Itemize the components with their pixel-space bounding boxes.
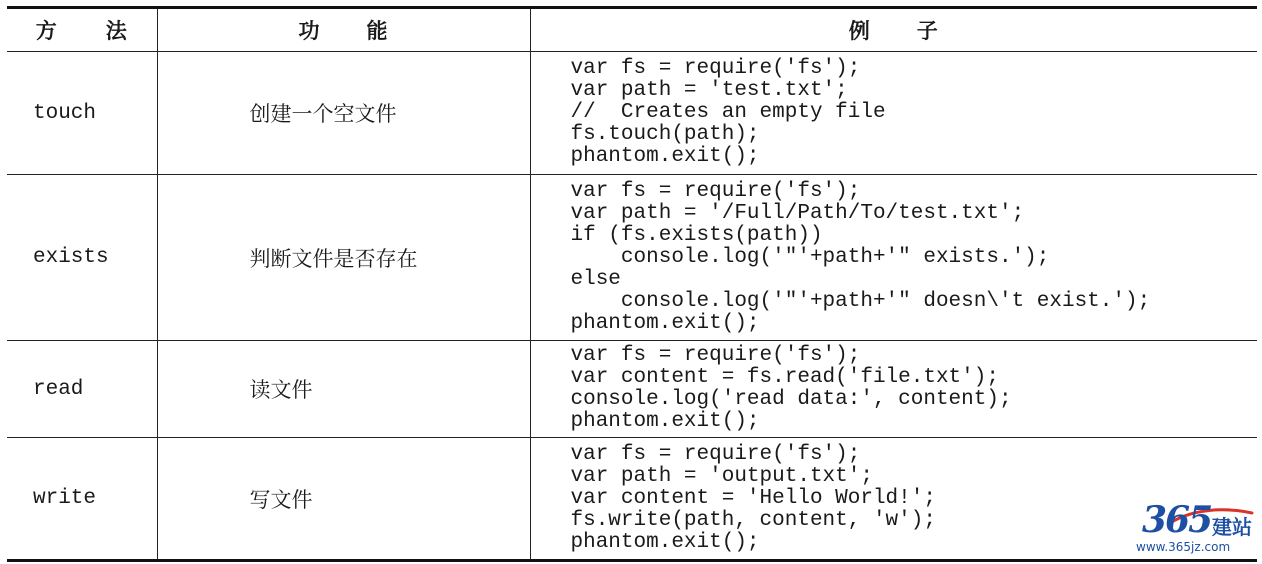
code-example: var fs = require('fs'); var path = 'test.txt'; // Creates an empty file fs.touch(path); phantom.exit(); — [570, 57, 886, 168]
example-cell — [530, 341, 1257, 438]
fs-methods-table — [7, 6, 1257, 562]
header-function-char-1: 功 — [298, 19, 321, 43]
header-example-char-2: 子 — [916, 19, 939, 43]
example-cell — [530, 175, 1257, 341]
watermark-number: 365 — [1142, 499, 1212, 541]
method-cell: read — [7, 341, 157, 438]
code-example: var fs = require('fs'); var path = 'output.txt'; var content = 'Hello World!'; fs.write(path, content, 'w'); phantom.exit(); — [570, 442, 936, 554]
method-cell: touch — [7, 52, 157, 175]
example-cell — [530, 52, 1257, 175]
header-example-char-1: 例 — [848, 19, 871, 43]
function-cell: 写文件 — [157, 438, 530, 561]
function-cell: 判断文件是否存在 — [157, 175, 530, 341]
code-example: var fs = require('fs'); var content = fs.read('file.txt'); console.log('read data:', content); phantom.exit(); — [570, 344, 1012, 433]
watermark-url: www.365jz.com — [1136, 540, 1231, 554]
site-watermark — [1132, 499, 1256, 559]
code-example: var fs = require('fs'); var path = '/Full/Path/To/test.txt'; if (fs.exists(path)) console.log('"'+path+'" exists.'); else console.log('"'+path+'" doesn\'t exist.'); phantom.exit(); — [570, 179, 1151, 335]
header-function — [157, 8, 530, 52]
table-row — [7, 438, 1257, 561]
header-method-char-2: 法 — [105, 19, 128, 43]
header-method-char-1: 方 — [35, 19, 58, 43]
table-header-row — [7, 8, 1257, 52]
table-row — [7, 175, 1257, 341]
function-cell: 读文件 — [157, 341, 530, 438]
function-cell: 创建一个空文件 — [157, 52, 530, 175]
watermark-brand: 建站 — [1212, 515, 1252, 539]
method-cell: exists — [7, 175, 157, 341]
table-row — [7, 341, 1257, 438]
method-cell: write — [7, 438, 157, 561]
header-function-char-2: 能 — [366, 19, 389, 43]
header-method — [7, 8, 157, 52]
table-row — [7, 52, 1257, 175]
header-example — [530, 8, 1257, 52]
